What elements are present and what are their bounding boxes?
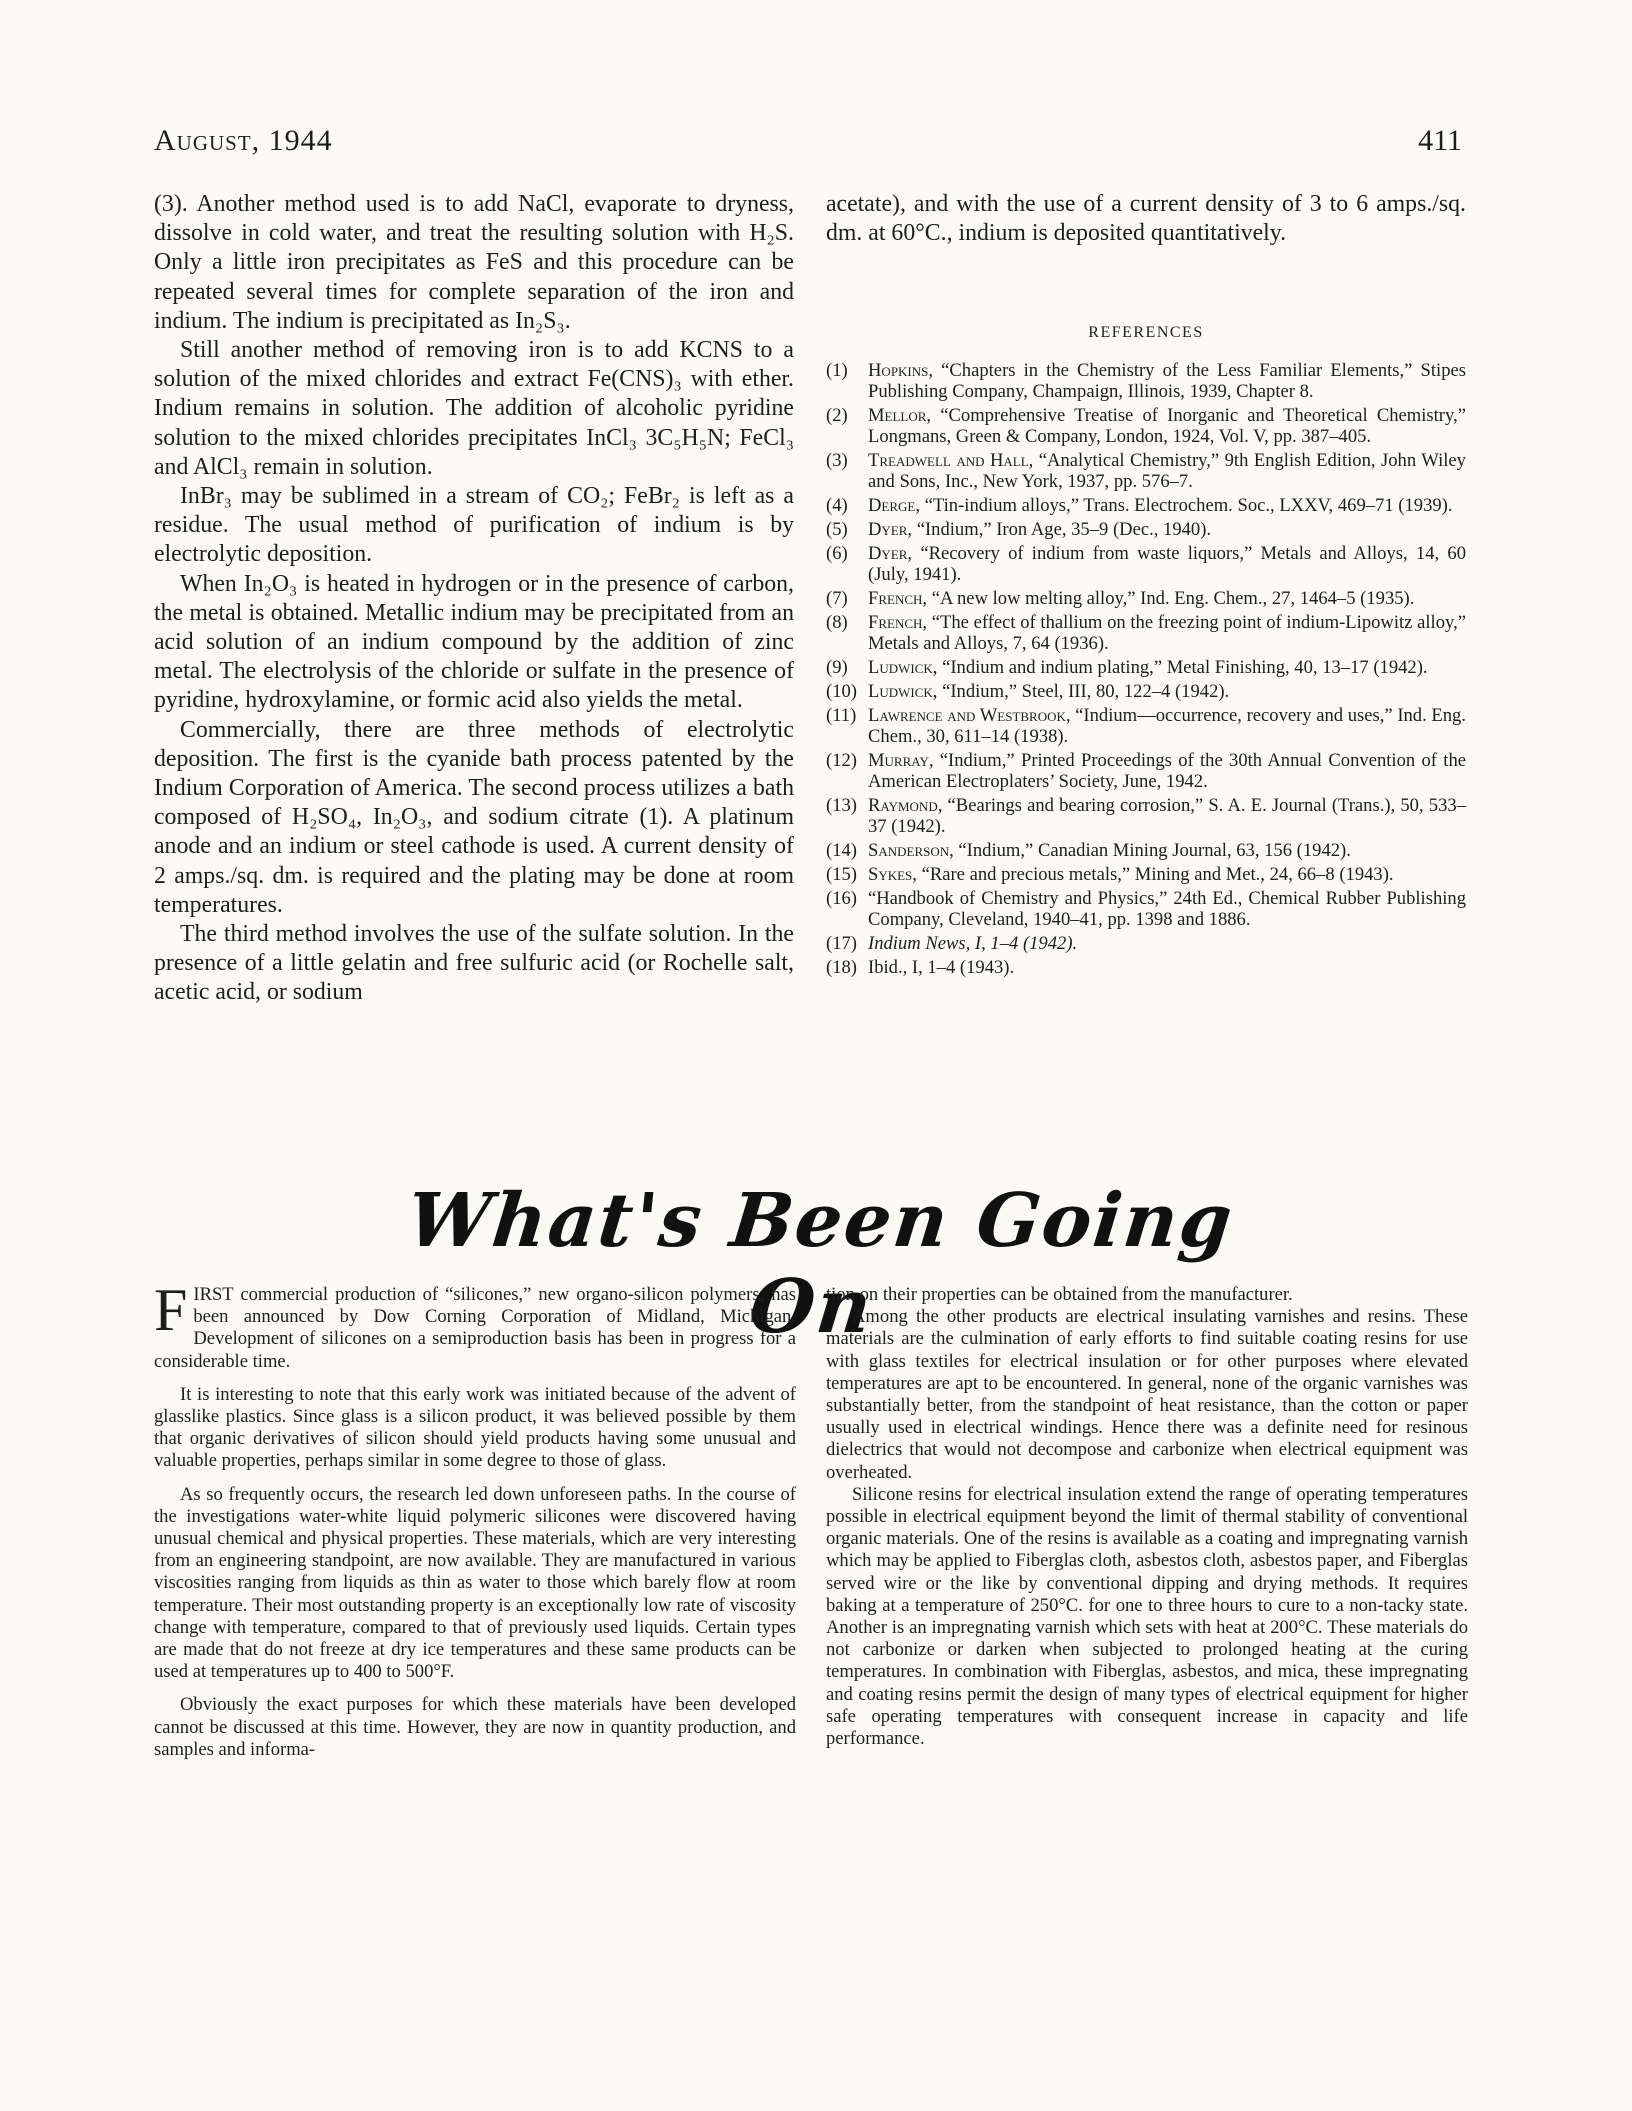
reference-body: [868, 519, 1466, 540]
reference-body: [868, 681, 1466, 702]
reference-item: [826, 657, 1466, 678]
paragraph: The third method involves the use of the sulfate solution. In the presence of a little gelatin and free sulfuric acid (or Rochelle salt, acetic acid, or sodium: [154, 921, 794, 1006]
reference-author: Dyer,: [868, 543, 913, 564]
reference-item: [826, 495, 1466, 516]
paragraph: Among the other products are electrical insulating varnishes and resins. These materials are the culmination of early efforts to find suitable coating resins for use with glass textiles for electrical insulation or for other purposes where elevated temperatures are apt to be encountered. In general, none of the organic varnishes was substantially better, from the standpoint of heat resistance, than the cotton or paper usually used in electrical windings. Hence there was a definite need for resinous dielectrics that would not decompose and carbonize when electrical equipment was overheated.: [826, 1306, 1468, 1483]
reference-number: (10): [826, 681, 857, 702]
reference-author: French,: [868, 588, 928, 609]
reference-text: “Indium—occurrence, recovery and uses,” Ind. Eng. Chem., 30, 611–14 (1938).: [868, 705, 1467, 747]
reference-body: [868, 543, 1466, 585]
reference-author: Ludwick,: [868, 681, 938, 702]
reference-item: [826, 795, 1466, 837]
reference-text: “Bearings and bearing corrosion,” S. A. E. Journal (Trans.), 50, 533–37 (1942).: [868, 795, 1466, 837]
reference-body: [868, 495, 1466, 516]
reference-author: Derge,: [868, 495, 921, 516]
reference-body: [868, 450, 1466, 492]
reference-author: Murray,: [868, 750, 934, 771]
reference-author: Ludwick,: [868, 657, 938, 678]
reference-body: [868, 795, 1466, 837]
reference-body: [868, 657, 1466, 678]
issue-date: August, 1944: [154, 124, 333, 157]
reference-number: (1): [826, 360, 848, 381]
reference-number: (3): [826, 450, 848, 471]
reference-number: (13): [826, 795, 857, 816]
silicones-article-left-column: [154, 1277, 796, 1772]
paragraph: Silicone resins for electrical insulation extend the range of operating temperatures possible in electrical equipment beyond the limit of thermal stability of conventional organic materials. One of the resins is available as a coating and impregnating varnish which may be applied to Fiberglas cloth, asbestos cloth, asbestos paper, and Fiberglas served wire or the like by conventional dipping and drying methods. It requires baking at a temperature of 250°C. for one to three hours to cure to a non-tacky state. Another is an impregnating varnish which sets with heat at 200°C. These materials do not carbonize or darken when subjected to prolonged heating at the curing temperatures. In combination with Fiberglas, asbestos, and mica, these impregnating and coating resins permit the design of many types of electrical equipment for higher safe operating temperatures with consequent increase in capacity and life performance.: [826, 1483, 1468, 1750]
reference-body: [868, 360, 1466, 402]
reference-item: [826, 588, 1466, 609]
reference-text: “Tin-indium alloys,” Trans. Electrochem. Soc., LXXV, 469–71 (1939).: [920, 495, 1453, 516]
reference-item: [826, 864, 1466, 885]
reference-number: (11): [826, 705, 857, 726]
reference-text: Ibid., I, 1–4 (1943).: [868, 957, 1015, 978]
reference-number: (4): [826, 495, 848, 516]
reference-body: [868, 405, 1466, 447]
reference-author: Hopkins,: [868, 360, 934, 381]
indium-article-right-column: [826, 190, 1466, 248]
reference-author: Lawrence and Westbrook,: [868, 705, 1071, 726]
reference-text: “Indium,” Printed Proceedings of the 30th Annual Convention of the American Electroplaters’ Society, June, 1942.: [868, 750, 1466, 792]
paragraph-text: IRST commercial production of “silicones,” new organo-silicon polymers, has been announced by Dow Corning Corporation of Midland, Michigan. Development of silicones on a semiproduction basis has been in progress for a considerable time.: [154, 1284, 796, 1372]
reference-author: French,: [868, 612, 928, 633]
reference-item: [826, 519, 1466, 540]
reference-body: [868, 612, 1466, 654]
paragraph: InBr₃ may be sublimed in a stream of CO₂; FeBr₂ is left as a residue. The usual method of purification of indium is by electrolytic deposition.: [154, 483, 794, 568]
references-heading: REFERENCES: [1088, 324, 1204, 341]
paragraph: tion on their properties can be obtained from the manufacturer.: [826, 1284, 1293, 1305]
reference-text: “Indium,” Canadian Mining Journal, 63, 156 (1942).: [953, 840, 1351, 861]
reference-number: (8): [826, 612, 848, 633]
reference-number: (15): [826, 864, 857, 885]
reference-number: (6): [826, 543, 848, 564]
reference-body: [868, 933, 1466, 954]
reference-text: Indium News, I, 1–4 (1942).: [868, 933, 1078, 954]
paragraph: Still another method of removing iron is to add KCNS to a solution of the mixed chlorides and extract Fe(CNS)₃ with ether. Indium remains in solution. The addition of alcoholic pyridine solution to the mixed chlorides precipitates InCl₃ 3C₅H₅N; FeCl₃ and AlCl₃ remain in solution.: [154, 337, 794, 480]
reference-number: (17): [826, 933, 857, 954]
reference-body: [868, 750, 1466, 792]
references-list: [826, 360, 1466, 981]
reference-text: “Indium,” Steel, III, 80, 122–4 (1942).: [937, 681, 1230, 702]
reference-text: “Comprehensive Treatise of Inorganic and Theoretical Chemistry,” Longmans, Green & Company, London, 1924, Vol. V, pp. 387–405.: [868, 405, 1466, 447]
reference-item: [826, 360, 1466, 402]
running-header: [154, 124, 1462, 158]
reference-text: “The effect of thallium on the freezing point of indium-Lipowitz alloy,” Metals and Alloys, 7, 64 (1936).: [868, 612, 1466, 654]
reference-item: [826, 450, 1466, 492]
paragraph: When In₂O₃ is heated in hydrogen or in the presence of carbon, the metal is obtained. Metallic indium may be precipitated from an acid solution of an indium compound by the addition of zinc metal. The electrolysis of the chloride or sulfate in the presence of pyridine, hydroxylamine, or formic acid also yields the metal.: [154, 570, 794, 714]
reference-number: (7): [826, 588, 848, 609]
reference-text: “Indium and indium plating,” Metal Finishing, 40, 13–17 (1942).: [937, 657, 1428, 678]
reference-number: (12): [826, 750, 857, 771]
section-title: What's Been Going On: [403, 1178, 1238, 1350]
reference-item: [826, 933, 1466, 954]
reference-text: “Analytical Chemistry,” 9th English Edition, John Wiley and Sons, Inc., New York, 1937, pp. 576–7.: [868, 450, 1466, 492]
paragraph: acetate), and with the use of a current density of 3 to 6 amps./sq. dm. at 60°C., indium is deposited quantitatively.: [826, 191, 1466, 247]
reference-author: Sanderson,: [868, 840, 954, 861]
reference-text: “Indium,” Iron Age, 35–9 (Dec., 1940).: [912, 519, 1212, 540]
reference-number: (16): [826, 888, 857, 909]
paragraph: It is interesting to note that this early work was initiated because of the advent of glasslike plastics. Since glass is a silicon product, it was believed possible by them that organic derivatives of silicon should yield products having some unusual and valuable properties, perhaps similar in some degree to those of glass.: [154, 1383, 796, 1472]
reference-body: [868, 588, 1466, 609]
reference-author: Treadwell and Hall,: [868, 450, 1034, 471]
paragraph: [154, 1277, 796, 1373]
reference-body: [868, 840, 1466, 861]
paragraph: As so frequently occurs, the research led down unforeseen paths. In the course of the investigations water-white liquid polymeric silicones were discovered having unusual chemical and physical properties. These materials, which are very interesting from an engineering standpoint, are now available. They are manufactured in various viscosities ranging from liquids as thin as water to those which barely flow at room temperature. Their most outstanding property is an exceptionally low rate of viscosity change with temperature, compared to that of previously used liquids. Certain types are made that do not freeze at dry ice temperatures and these same products can be used at temperatures up to 400 to 500°F.: [154, 1483, 796, 1683]
reference-number: (14): [826, 840, 857, 861]
reference-item: [826, 705, 1466, 747]
reference-item: [826, 543, 1466, 585]
reference-number: (5): [826, 519, 848, 540]
reference-text: “Recovery of indium from waste liquors,” Metals and Alloys, 14, 60 (July, 1941).: [868, 543, 1466, 585]
reference-item: [826, 957, 1466, 978]
reference-item: [826, 840, 1466, 861]
reference-item: [826, 750, 1466, 792]
reference-text: “Rare and precious metals,” Mining and Met., 24, 66–8 (1943).: [916, 864, 1394, 885]
reference-item: [826, 405, 1466, 447]
paragraph: Commercially, there are three methods of electrolytic deposition. The first is the cyanide bath process patented by the Indium Corporation of America. The second process utilizes a bath composed of H₂SO₄, In₂O₃, and sodium citrate (1). A platinum anode and an indium or steel cathode is used. A current density of 2 amps./sq. dm. is required and the plating may be done at room temperatures.: [154, 716, 794, 918]
reference-author: Mellor,: [868, 405, 932, 426]
reference-number: (18): [826, 957, 857, 978]
silicones-article-right-column: [826, 1284, 1468, 1750]
reference-author: Sykes,: [868, 864, 917, 885]
reference-author: Raymond,: [868, 795, 943, 816]
paragraph: (3). Another method used is to add NaCl, evaporate to dryness, dissolve in cold water, and treat the resulting solution with H₂S. Only a little iron precipitates as FeS and this procedure can be repeated several times for complete separation of the iron and indium. The indium is precipitated as In₂S₃.: [154, 191, 794, 334]
reference-item: [826, 888, 1466, 930]
drop-cap: F: [154, 1277, 188, 1343]
reference-body: [868, 957, 1466, 978]
reference-text: “Handbook of Chemistry and Physics,” 24th Ed., Chemical Rubber Publishing Company, Cleveland, 1940–41, pp. 1398 and 1886.: [868, 888, 1466, 930]
reference-body: [868, 705, 1466, 747]
paragraph: Obviously the exact purposes for which these materials have been developed cannot be discussed at this time. However, they are now in quantity production, and samples and informa-: [154, 1694, 796, 1760]
reference-item: [826, 681, 1466, 702]
reference-body: [868, 888, 1466, 930]
reference-text: “Chapters in the Chemistry of the Less Familiar Elements,” Stipes Publishing Company, Champaign, Illinois, 1939, Chapter 8.: [868, 360, 1466, 402]
reference-number: (9): [826, 657, 848, 678]
page-number: 411: [1418, 124, 1462, 157]
reference-text: “A new low melting alloy,” Ind. Eng. Chem., 27, 1464–5 (1935).: [927, 588, 1415, 609]
reference-item: [826, 612, 1466, 654]
reference-author: Dyer,: [868, 519, 913, 540]
indium-article-left-column: [154, 190, 794, 1008]
reference-number: (2): [826, 405, 848, 426]
reference-body: [868, 864, 1466, 885]
